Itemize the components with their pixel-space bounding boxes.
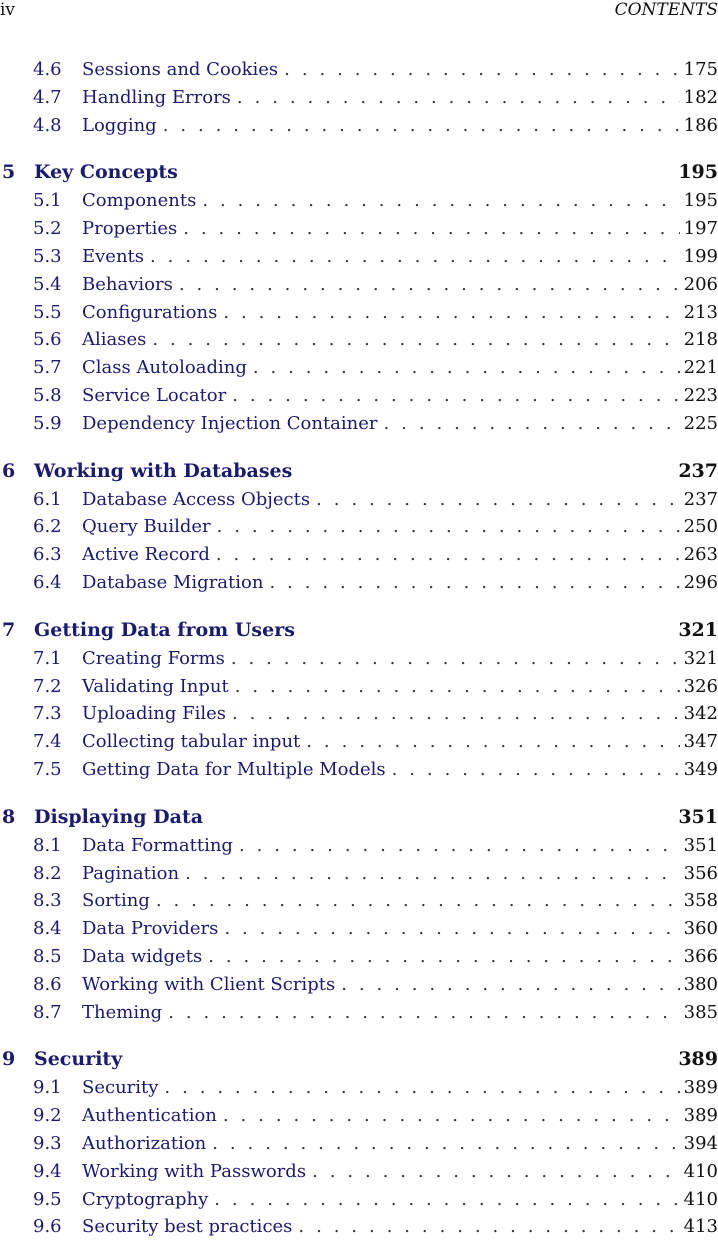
section-page-number: 394 bbox=[680, 1130, 718, 1158]
page-number: iv bbox=[0, 0, 16, 20]
dot-leader bbox=[152, 326, 679, 354]
section-title: Configurations bbox=[82, 299, 223, 327]
section-title: Query Builder bbox=[82, 513, 217, 541]
page-header bbox=[0, 0, 718, 22]
dot-leader bbox=[183, 215, 679, 243]
chapter-title: Key Concepts bbox=[34, 161, 178, 184]
section-entry[interactable] bbox=[0, 728, 718, 756]
section-title: Security bbox=[82, 1074, 164, 1102]
section-page-number: 410 bbox=[680, 1158, 718, 1186]
dot-leader bbox=[163, 112, 680, 140]
section-entry[interactable] bbox=[0, 1074, 718, 1102]
chapter-number: 8 bbox=[2, 805, 16, 828]
section-entry[interactable] bbox=[0, 56, 718, 84]
section-title: Data Formatting bbox=[82, 832, 239, 860]
section-page-number: 197 bbox=[680, 215, 718, 243]
dot-leader bbox=[223, 299, 679, 327]
section-entry[interactable] bbox=[0, 271, 718, 299]
section-entry[interactable] bbox=[0, 112, 718, 140]
section-entry[interactable] bbox=[0, 215, 718, 243]
section-number: 9.3 bbox=[33, 1132, 62, 1154]
chapter-number: 9 bbox=[2, 1048, 16, 1071]
section-title: Active Record bbox=[82, 541, 216, 569]
dot-leader bbox=[156, 887, 680, 915]
section-title: Getting Data for Multiple Models bbox=[82, 756, 392, 784]
section-entry[interactable] bbox=[0, 513, 718, 541]
dot-leader bbox=[316, 486, 680, 514]
section-number: 4.6 bbox=[33, 59, 62, 80]
section-page-number: 175 bbox=[680, 56, 718, 84]
section-entry[interactable] bbox=[0, 645, 718, 673]
dot-leader bbox=[384, 410, 680, 438]
toc-chapter bbox=[0, 157, 718, 437]
dot-leader bbox=[216, 541, 680, 569]
section-entry[interactable] bbox=[0, 541, 718, 569]
section-number: 7.5 bbox=[33, 758, 62, 780]
section-title: Pagination bbox=[82, 860, 185, 888]
section-number: 5.1 bbox=[33, 190, 62, 212]
dot-leader bbox=[185, 860, 680, 888]
dot-leader bbox=[298, 1213, 679, 1241]
dot-leader bbox=[235, 673, 680, 701]
section-number: 8.7 bbox=[33, 1001, 62, 1023]
section-number: 7.1 bbox=[33, 647, 62, 669]
section-page-number: 380 bbox=[680, 971, 718, 999]
section-entry[interactable] bbox=[0, 673, 718, 701]
section-number: 8.6 bbox=[33, 973, 62, 995]
section-page-number: 413 bbox=[680, 1213, 718, 1241]
chapter-number: 7 bbox=[2, 618, 16, 641]
section-page-number: 213 bbox=[680, 299, 718, 327]
dot-leader bbox=[168, 999, 679, 1027]
section-number: 6.3 bbox=[33, 544, 62, 566]
section-number: 5.5 bbox=[33, 301, 62, 323]
section-entry[interactable] bbox=[0, 1130, 718, 1158]
section-entry[interactable] bbox=[0, 410, 718, 438]
section-page-number: 321 bbox=[680, 645, 718, 673]
dot-leader bbox=[150, 243, 680, 271]
section-page-number: 347 bbox=[680, 728, 718, 756]
section-entry[interactable] bbox=[0, 1158, 718, 1186]
toc-chapter bbox=[0, 802, 718, 1027]
section-page-number: 410 bbox=[680, 1186, 718, 1214]
section-page-number: 195 bbox=[680, 187, 718, 215]
chapter-page-number: 237 bbox=[678, 459, 718, 482]
section-number: 9.1 bbox=[33, 1077, 62, 1099]
section-number: 5.4 bbox=[33, 273, 62, 295]
section-page-number: 351 bbox=[680, 832, 718, 860]
section-number: 5.9 bbox=[33, 412, 62, 434]
section-entry[interactable] bbox=[0, 382, 718, 410]
section-page-number: 326 bbox=[680, 673, 718, 701]
section-number: 4.7 bbox=[33, 86, 62, 108]
section-number: 7.3 bbox=[33, 703, 62, 725]
section-title: Database Migration bbox=[82, 569, 269, 597]
section-number: 5.8 bbox=[33, 384, 62, 406]
dot-leader bbox=[392, 756, 680, 784]
section-number: 8.3 bbox=[33, 890, 62, 912]
section-number: 6.1 bbox=[33, 488, 62, 510]
section-entry[interactable] bbox=[0, 756, 718, 784]
section-entry[interactable] bbox=[0, 832, 718, 860]
section-title: Working with Client Scripts bbox=[82, 971, 341, 999]
toc-chapter bbox=[0, 456, 718, 597]
dot-leader bbox=[164, 1074, 679, 1102]
toc-chapter bbox=[0, 615, 718, 784]
section-entry[interactable] bbox=[0, 299, 718, 327]
dot-leader bbox=[179, 271, 680, 299]
dot-leader bbox=[232, 382, 679, 410]
section-number: 8.5 bbox=[33, 945, 62, 967]
section-title: Database Access Objects bbox=[82, 486, 316, 514]
dot-leader bbox=[284, 56, 679, 84]
section-page-number: 296 bbox=[680, 569, 718, 597]
section-title: Components bbox=[82, 187, 202, 215]
chapter-page-number: 195 bbox=[678, 161, 718, 184]
section-page-number: 206 bbox=[680, 271, 718, 299]
dot-leader bbox=[312, 1158, 680, 1186]
section-entry[interactable] bbox=[0, 326, 718, 354]
dot-leader bbox=[306, 728, 679, 756]
chapter-title: Working with Databases bbox=[34, 459, 293, 482]
chapter-entry[interactable] bbox=[0, 615, 718, 645]
section-title: Validating Input bbox=[82, 673, 235, 701]
section-number: 7.2 bbox=[33, 675, 62, 697]
section-page-number: 225 bbox=[680, 410, 718, 438]
dot-leader bbox=[341, 971, 679, 999]
chapter-title: Security bbox=[34, 1048, 123, 1071]
section-title: Service Locator bbox=[82, 382, 232, 410]
section-entry[interactable] bbox=[0, 1186, 718, 1214]
chapter-entry[interactable] bbox=[0, 802, 718, 832]
section-number: 5.6 bbox=[33, 329, 62, 351]
running-title: CONTENTS bbox=[614, 0, 718, 20]
section-page-number: 389 bbox=[680, 1074, 718, 1102]
section-title: Behaviors bbox=[82, 271, 179, 299]
section-page-number: 360 bbox=[680, 915, 718, 943]
section-page-number: 250 bbox=[680, 513, 718, 541]
section-page-number: 263 bbox=[680, 541, 718, 569]
dot-leader bbox=[239, 832, 680, 860]
toc-chapter bbox=[0, 56, 718, 139]
section-title: Cryptography bbox=[82, 1186, 214, 1214]
section-entry[interactable] bbox=[0, 943, 718, 971]
section-title: Events bbox=[82, 243, 150, 271]
section-page-number: 186 bbox=[680, 112, 718, 140]
table-of-contents bbox=[0, 56, 718, 1259]
section-title: Security best practices bbox=[82, 1213, 298, 1241]
section-title: Aliases bbox=[82, 326, 152, 354]
section-page-number: 349 bbox=[680, 756, 718, 784]
dot-leader bbox=[223, 1102, 680, 1130]
section-title: Dependency Injection Container bbox=[82, 410, 384, 438]
section-title: Working with Passwords bbox=[82, 1158, 312, 1186]
section-page-number: 356 bbox=[680, 860, 718, 888]
section-number: 9.5 bbox=[33, 1188, 62, 1210]
section-title: Class Autoloading bbox=[82, 354, 253, 382]
dot-leader bbox=[253, 354, 680, 382]
section-entry[interactable] bbox=[0, 486, 718, 514]
dot-leader bbox=[208, 943, 679, 971]
dot-leader bbox=[214, 1186, 679, 1214]
section-number: 9.2 bbox=[33, 1105, 62, 1127]
section-title: Data widgets bbox=[82, 943, 208, 971]
dot-leader bbox=[269, 569, 679, 597]
section-entry[interactable] bbox=[0, 999, 718, 1027]
dot-leader bbox=[237, 84, 680, 112]
section-title: Creating Forms bbox=[82, 645, 231, 673]
section-entry[interactable] bbox=[0, 1102, 718, 1130]
section-title: Uploading Files bbox=[82, 700, 232, 728]
section-entry[interactable] bbox=[0, 243, 718, 271]
chapter-title: Displaying Data bbox=[34, 805, 204, 828]
section-title: Sorting bbox=[82, 887, 156, 915]
chapter-entry[interactable] bbox=[0, 157, 718, 187]
section-page-number: 221 bbox=[680, 354, 718, 382]
section-title: Handling Errors bbox=[82, 84, 237, 112]
section-number: 4.8 bbox=[33, 114, 62, 136]
section-entry[interactable] bbox=[0, 187, 718, 215]
section-page-number: 199 bbox=[680, 243, 718, 271]
section-entry[interactable] bbox=[0, 971, 718, 999]
section-title: Authorization bbox=[82, 1130, 212, 1158]
section-title: Collecting tabular input bbox=[82, 728, 306, 756]
section-page-number: 218 bbox=[680, 326, 718, 354]
chapter-number: 6 bbox=[2, 459, 16, 482]
section-page-number: 237 bbox=[680, 486, 718, 514]
section-page-number: 342 bbox=[680, 700, 718, 728]
chapter-title: Getting Data from Users bbox=[34, 618, 295, 641]
section-entry[interactable] bbox=[0, 84, 718, 112]
chapter-page-number: 321 bbox=[678, 618, 718, 641]
section-page-number: 223 bbox=[680, 382, 718, 410]
section-title: Data Providers bbox=[82, 915, 224, 943]
section-entry[interactable] bbox=[0, 700, 718, 728]
section-page-number: 366 bbox=[680, 943, 718, 971]
section-number: 8.2 bbox=[33, 862, 62, 884]
section-title: Logging bbox=[82, 112, 163, 140]
section-entry[interactable] bbox=[0, 887, 718, 915]
section-entry[interactable] bbox=[0, 569, 718, 597]
section-entry[interactable] bbox=[0, 860, 718, 888]
section-number: 9.4 bbox=[33, 1160, 62, 1182]
section-entry[interactable] bbox=[0, 915, 718, 943]
section-number: 6.2 bbox=[33, 516, 62, 538]
section-number: 6.4 bbox=[33, 571, 62, 593]
dot-leader bbox=[232, 700, 680, 728]
chapter-page-number: 389 bbox=[678, 1048, 718, 1071]
section-page-number: 389 bbox=[680, 1102, 718, 1130]
section-entry[interactable] bbox=[0, 354, 718, 382]
section-number: 5.2 bbox=[33, 218, 62, 240]
chapter-number: 5 bbox=[2, 161, 16, 184]
section-number: 5.3 bbox=[33, 245, 62, 267]
section-number: 5.7 bbox=[33, 357, 62, 379]
dot-leader bbox=[202, 187, 679, 215]
section-page-number: 358 bbox=[680, 887, 718, 915]
toc-chapter bbox=[0, 1044, 718, 1241]
section-number: 9.6 bbox=[33, 1216, 62, 1238]
section-number: 7.4 bbox=[33, 731, 62, 753]
section-entry[interactable] bbox=[0, 1213, 718, 1241]
dot-leader bbox=[224, 915, 679, 943]
dot-leader bbox=[231, 645, 680, 673]
section-number: 8.4 bbox=[33, 918, 62, 940]
section-page-number: 182 bbox=[680, 84, 718, 112]
chapter-entry[interactable] bbox=[0, 1044, 718, 1074]
dot-leader bbox=[212, 1130, 679, 1158]
section-title: Properties bbox=[82, 215, 183, 243]
section-title: Authentication bbox=[82, 1102, 223, 1130]
chapter-page-number: 351 bbox=[678, 805, 718, 828]
section-number: 8.1 bbox=[33, 834, 62, 856]
chapter-entry[interactable] bbox=[0, 456, 718, 486]
section-title: Sessions and Cookies bbox=[82, 56, 284, 84]
section-title: Theming bbox=[82, 999, 168, 1027]
section-page-number: 385 bbox=[680, 999, 718, 1027]
dot-leader bbox=[217, 513, 680, 541]
